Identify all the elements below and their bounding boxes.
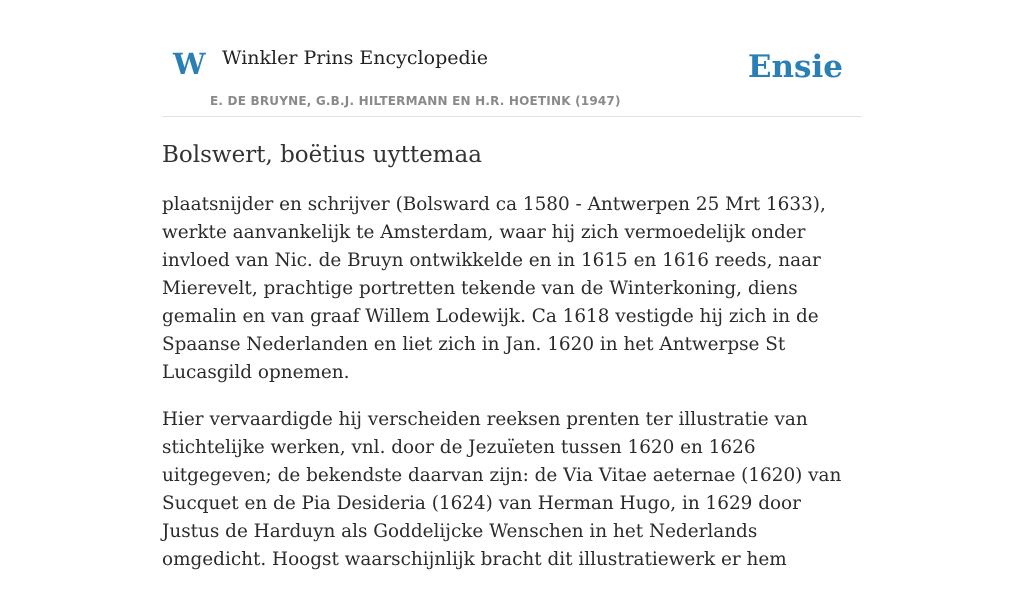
publication-logo[interactable]: W xyxy=(173,47,206,81)
ensie-logo-link[interactable]: Ensie xyxy=(747,49,843,85)
page xyxy=(162,0,862,593)
article-paragraph: plaatsnijder en schrijver (Bolsward ca 1580 - Antwerpen 25 Mrt 1633), werkte aanvankelijk te Amsterdam, waar hij zich vermoedelijk onder invloed van Nic. de Bruyn ontwikkelde en in 1615 en 1616 reeds, naar Mierevelt, prachtige portretten tekende van de Winterkoning, diens gemalin en van graaf Willem Lodewijk. Ca 1618 vestigde hij zich in de Spaanse Nederlanden en liet zich in Jan. 1620 in het Antwerpse St Lucasgild opnemen. xyxy=(162,193,826,383)
page-header xyxy=(162,0,862,117)
article-title: Bolswert, boëtius uyttemaa xyxy=(162,142,482,168)
article-body xyxy=(162,191,862,574)
publication-authors: E. DE BRUYNE, G.B.J. HILTERMANN EN H.R. HOETINK (1947) xyxy=(210,94,621,108)
article-paragraph: Hier vervaardigde hij verscheiden reeksen prenten ter illustratie van stichtelijke werken, vnl. door de Jezuïeten tussen 1620 en 1626 uitgegeven; de bekendste daarvan zijn: de Via Vitae aeternae (1620) van Sucquet en de Pia Desideria (1624) van Herman Hugo, in 1629 door Justus de Harduyn als Goddelijcke Wenschen in het Nederlands omgedicht. Hoogst waarschijnlijk bracht dit illustratiewerk er hem xyxy=(162,408,842,570)
publication-title[interactable]: Winkler Prins Encyclopedie xyxy=(222,47,488,69)
